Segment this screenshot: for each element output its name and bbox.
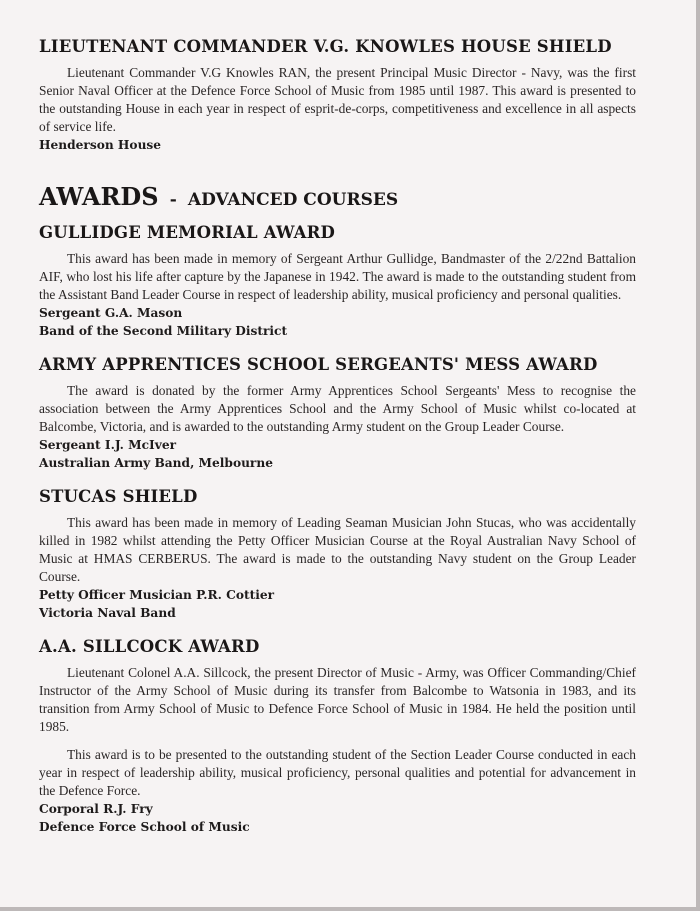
- recipient-name: Sergeant I.J. McIver: [39, 438, 177, 452]
- recipient-name: Petty Officer Musician P.R. Cottier: [39, 588, 275, 602]
- section-title: A.A. SILLCOCK AWARD: [39, 637, 260, 656]
- section-title: GULLIDGE MEMORIAL AWARD: [39, 223, 336, 242]
- section-title: STUCAS SHIELD: [39, 487, 198, 506]
- recipient-name: Sergeant G.A. Mason: [39, 306, 183, 320]
- page-content: [39, 36, 636, 850]
- awards-heading-dash: -: [169, 190, 177, 210]
- section-body: The award is donated by the former Army Apprentices School Sergeants' Mess to recognise the association between the Army Apprentices School and the Army School of Music whilst co-located at Balcombe, Victoria, and is awarded to the outstanding Army student on the Group Leader Course.: [39, 383, 636, 434]
- recipient-unit: Victoria Naval Band: [39, 606, 176, 620]
- gullidge-award-section: [39, 222, 636, 340]
- awards-heading-main: AWARDS: [39, 182, 159, 211]
- recipient-unit: Australian Army Band, Melbourne: [39, 456, 273, 470]
- section-body: Lieutenant Colonel A.A. Sillcock, the present Director of Music - Army, was Officer Commanding/Chief Instructor of the Army School of Music during its transfer from Balcombe to Watsonia in 1983, and its transition from Army School of Music to Defence Force School of Music in 1984. He held the position until 1985.: [39, 665, 636, 734]
- recipient-name: Henderson House: [39, 138, 162, 152]
- recipient-unit: Band of the Second Military District: [39, 324, 288, 338]
- section-body: This award has been made in memory of Leading Seaman Musician John Stucas, who was accidentally killed in 1982 whilst attending the Petty Officer Musician Course at the Royal Australian Navy School of Music at HMAS CERBERUS. The award is made to the outstanding Navy student on the Group Leader Course.: [39, 515, 636, 584]
- awards-heading: [39, 178, 636, 216]
- section-body: This award has been made in memory of Sergeant Arthur Gullidge, Bandmaster of the 2/22nd Battalion AIF, who lost his life after capture by the Japanese in 1942. The award is made to the outstanding student from the Assistant Band Leader Course in respect of leadership ability, musical proficiency and personal qualities.: [39, 251, 636, 302]
- stucas-shield-section: [39, 486, 636, 622]
- section-body: Lieutenant Commander V.G Knowles RAN, the present Principal Music Director - Navy, was the first Senior Naval Officer at the Defence Force School of Music from 1985 until 1987. This award is presented to the outstanding House in each year in respect of esprit-de-corps, competitiveness and excellence in all aspects of service life.: [39, 65, 636, 134]
- recipient-name: Corporal R.J. Fry: [39, 802, 153, 816]
- section-title: ARMY APPRENTICES SCHOOL SERGEANTS' MESS AWARD: [39, 355, 598, 374]
- apprentices-award-section: [39, 354, 636, 472]
- recipient-unit: Defence Force School of Music: [39, 820, 250, 834]
- knowles-shield-section: [39, 36, 636, 154]
- sillcock-award-section: [39, 636, 636, 836]
- section-body-second: This award is to be presented to the outstanding student of the Section Leader Course conducted in each year in respect of leadership ability, musical proficiency, personal qualities and potential for advancement in the Defence Force.: [39, 747, 636, 798]
- awards-heading-sub: ADVANCED COURSES: [187, 190, 399, 210]
- section-title: LIEUTENANT COMMANDER V.G. KNOWLES HOUSE SHIELD: [39, 37, 612, 56]
